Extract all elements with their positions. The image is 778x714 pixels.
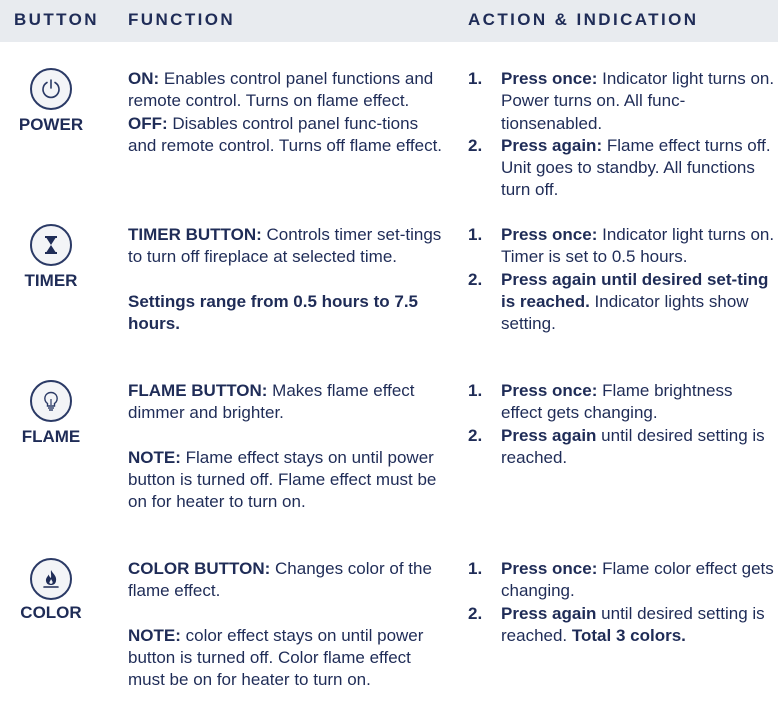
flame-label: FLAME bbox=[21, 427, 81, 446]
lightbulb-icon bbox=[30, 380, 72, 422]
list-item: 1. Press once: Flame color effect gets changing. bbox=[468, 559, 774, 601]
flame-actions bbox=[468, 380, 778, 469]
power-function: ON: Enables control panel functions and remote control. Turns on flame effect. OFF: Disables control panel func-tions and remote control. Turns off flame effect. bbox=[128, 69, 443, 155]
timer-actions bbox=[468, 224, 778, 335]
list-item: 1. Press once: Flame brightness effect gets changing. bbox=[468, 381, 733, 423]
list-item: 2. Press again until desired setting is reached. bbox=[468, 425, 765, 467]
list-item: 1. Press once: Indicator light turns on. Timer is set to 0.5 hours. bbox=[468, 225, 775, 267]
color-label: COLOR bbox=[20, 603, 82, 622]
list-item: 1. Press once: Indicator light turns on. Power turns on. All func-tionsenabled. bbox=[468, 69, 775, 133]
header-function: FUNCTION bbox=[128, 10, 236, 29]
hourglass-icon bbox=[30, 224, 72, 266]
flame-icon bbox=[30, 558, 72, 600]
timer-label: TIMER bbox=[24, 271, 78, 290]
color-actions bbox=[468, 558, 778, 647]
flame-function: FLAME BUTTON: Makes flame effect dimmer and brighter. NOTE: Flame effect stays on until power button is turned off. Flame effect must be on for heater to turn on. bbox=[128, 381, 437, 512]
power-icon bbox=[30, 68, 72, 110]
list-item: 2. Press again: Flame effect turns off. Unit goes to standby. All functions turn off. bbox=[468, 135, 771, 200]
table-header bbox=[0, 0, 778, 42]
power-actions bbox=[468, 68, 778, 202]
list-item: 2. Press again until desired setting is reached. Total 3 colors. bbox=[468, 603, 765, 645]
power-label: POWER bbox=[18, 115, 84, 134]
header-button: BUTTON bbox=[14, 10, 99, 29]
header-action: ACTION & INDICATION bbox=[468, 10, 699, 29]
list-item: 2. Press again until desired set-ting is reached. Indicator lights show setting. bbox=[468, 269, 769, 334]
color-function: COLOR BUTTON: Changes color of the flame effect. NOTE: color effect stays on until power button is turned off. Color flame effect must be on for heater to turn on. bbox=[128, 559, 432, 690]
timer-function: TIMER BUTTON: Controls timer set-tings to turn off fireplace at selected time. Settings range from 0.5 hours to 7.5 hours. bbox=[128, 225, 442, 333]
